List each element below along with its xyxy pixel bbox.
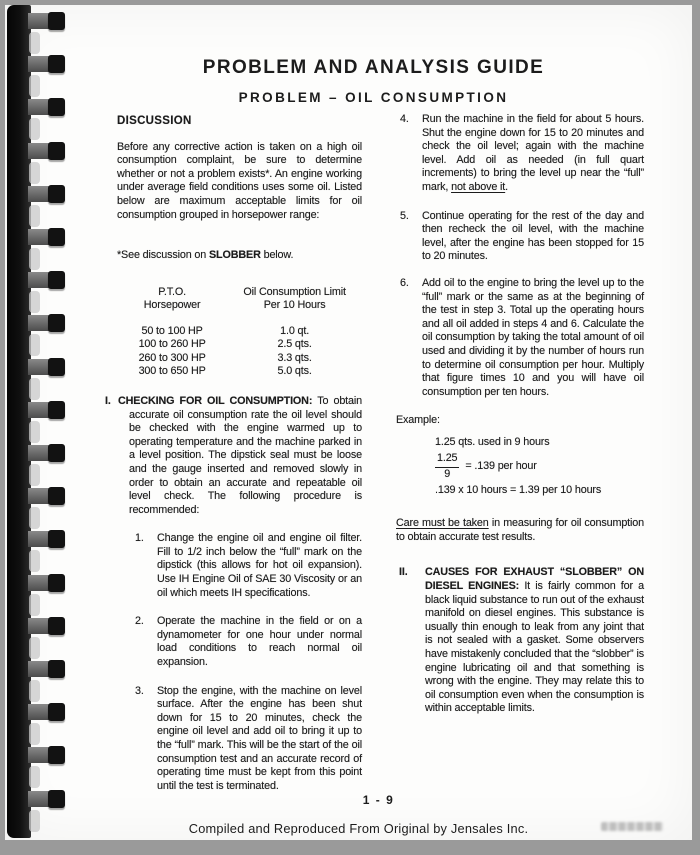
table-row-limit: 3.3 qts.	[277, 351, 312, 364]
tooth-cap	[48, 746, 65, 764]
binding-loop-highlight	[29, 637, 40, 659]
example-fraction-row	[435, 452, 644, 481]
right-column	[396, 113, 644, 716]
page-title: PROBLEM AND ANALYSIS GUIDE	[202, 57, 545, 78]
care-underlined: Care must be taken	[396, 517, 489, 530]
binding-loop-highlight	[29, 766, 40, 788]
binding-loop-highlight	[29, 550, 40, 572]
step-text: Change the engine oil and engine oil filter. Fill to 1/2 inch below the “full” mark on the dipstick (this allows for hot oil expansion). Use IH Engine Oil of SAE 30 Viscosity or an oil which meets IH specifications.	[157, 532, 362, 599]
table-row-hp: 50 to 100 HP	[141, 324, 203, 337]
step-text: Add oil to the engine to bring the level up to the “full” mark or the same as at the beginning of the test in step 3. Total up the operating hours and all oil added in steps 4 and 6. Calculate the oil consumption by taking the total amount of oil used and dividing it by the number of hours run to determine oil consumption per hour. Multiply that figure times 10 and you will have oil consumption per ten hours.	[422, 276, 644, 398]
table-col2-header	[227, 286, 362, 313]
tooth-cap	[48, 444, 65, 462]
step-6	[396, 277, 644, 399]
binding-loop-highlight	[29, 32, 40, 54]
faded-stamp	[601, 822, 663, 831]
binding-tooth	[28, 271, 66, 289]
step-2	[117, 615, 362, 669]
discussion-heading: DISCUSSION	[117, 115, 192, 127]
step-number: 5.	[400, 209, 409, 222]
step-number: 2.	[135, 615, 144, 628]
tooth-cap	[48, 271, 65, 289]
binding-loop-highlight	[29, 334, 40, 356]
step-4	[396, 113, 644, 195]
binding-tooth	[28, 487, 66, 505]
binding-loop-highlight	[29, 810, 40, 832]
binding-tooth	[28, 703, 66, 721]
footnote-pre: *See discussion on	[117, 249, 209, 262]
binding-tooth	[28, 12, 66, 30]
table-row-limit: 2.5 qts.	[277, 338, 312, 351]
binding-tooth	[28, 314, 66, 332]
binding-loop-highlight	[29, 291, 40, 313]
binding-tooth	[28, 790, 66, 808]
fraction-numerator: 1.25	[435, 452, 459, 468]
example-line1: 1.25 qts. used in 9 hours	[435, 435, 550, 448]
binding-tooth	[28, 228, 66, 246]
tooth-cap	[48, 314, 65, 332]
section-paragraph	[425, 566, 644, 716]
step-text: Stop the engine, with the machine on level surface. After the engine has been shut down for 15 to 20 minutes, check the engine oil level and add oil to bring it up to the “full” mark. This will be the start of the oil consumption test and an accurate record of operating time must be kept from this point until the test is terminated.	[157, 684, 362, 792]
tooth-cap	[48, 617, 65, 635]
binding-tooth	[28, 530, 66, 548]
binding-tooth	[28, 358, 66, 376]
tooth-cap	[48, 358, 65, 376]
section-body: It is fairly common for a black liquid substance to run out of the exhaust manifold on diesel engines. This substance is usually thin enough to leak from any joint that is not sealed with a gasket. Some observers have mistakenly concluded that the “slobber” is engine lubricating oil and that something is wrong with the engine. They may relate this to oil consumption even when the consumption is within acceptable limits.	[425, 580, 644, 715]
section-lead: CAUSES FOR EXHAUST “SLOBBER” ON DIESEL ENGINES:	[425, 566, 644, 593]
binding-comb	[0, 0, 70, 855]
step4-underlined: not above it	[451, 180, 506, 193]
section-checking-oil-consumption	[105, 394, 362, 517]
footnote-bold: SLOBBER	[208, 249, 261, 262]
tooth-cap	[48, 55, 65, 73]
binding-tooth	[28, 574, 66, 592]
step-number: 1.	[135, 532, 144, 545]
tooth-cap	[48, 660, 65, 678]
tooth-cap	[48, 12, 65, 30]
section-numeral: I.	[105, 394, 111, 407]
tooth-cap	[48, 703, 65, 721]
left-column	[105, 115, 362, 793]
step4-pre: Run the machine in the field for about 5 hours. Shut the engine down for 15 to 20 minutes and check the oil level; again with the machine level. Add oil as needed (in full quart increments) to bring the level up near the “full” mark,	[422, 113, 644, 193]
binding-loop-highlight	[29, 75, 40, 97]
col2-header-line1: Oil Consumption Limit	[243, 285, 346, 298]
discussion-paragraph: Before any corrective action is taken on a high oil consumption complaint, be sure to determine whether or not a problem exists*. An engine working under average field conditions uses some oil. Listed below are maximum acceptable limits for oil consumption grouped in horsepower range:	[117, 140, 362, 221]
section-numeral: II.	[399, 566, 408, 579]
binding-loop-highlight	[29, 248, 40, 270]
step-5	[396, 210, 644, 264]
binding-tooth	[28, 401, 66, 419]
tooth-cap	[48, 98, 65, 116]
binding-tooth	[28, 444, 66, 462]
binding-tooth	[28, 617, 66, 635]
binding-tooth	[28, 142, 66, 160]
binding-loop-highlight	[29, 205, 40, 227]
fraction-result: = .139 per hour	[465, 460, 537, 473]
col2-header-line2: Per 10 Hours	[263, 299, 326, 312]
care-note	[396, 517, 644, 544]
care-rest: in measuring for oil consumption to obtain accurate test results.	[396, 517, 644, 543]
tooth-cap	[48, 487, 65, 505]
tooth-cap	[48, 185, 65, 203]
col1-header-line2: Horsepower	[143, 299, 201, 312]
fraction	[435, 452, 459, 481]
step-number: 3.	[135, 684, 144, 697]
binding-tooth	[28, 55, 66, 73]
section-body: To obtain accurate oil consumption rate the oil level should be checked with the engine warmed up to operating temperature and the machine parked in a level position. The dipstick seal must be loose and the gauge inserted and removed slowly in order to obtain an accurate and repeatable oil level check. The following procedure is recommended:	[129, 394, 362, 516]
binding-loop-highlight	[29, 507, 40, 529]
footnote-post: below.	[260, 249, 294, 262]
step-text	[422, 113, 644, 195]
tooth-cap	[48, 574, 65, 592]
page-subtitle: PROBLEM – OIL CONSUMPTION	[238, 90, 509, 105]
fraction-denominator: 9	[444, 468, 451, 481]
binding-tooth	[28, 185, 66, 203]
tooth-cap	[48, 530, 65, 548]
table-row-limit: 5.0 qts.	[277, 365, 312, 378]
binding-tooth	[28, 746, 66, 764]
binding-loop-highlight	[29, 464, 40, 486]
step-1	[117, 532, 362, 600]
binding-loop-highlight	[29, 723, 40, 745]
table-row-hp: 300 to 650 HP	[138, 365, 206, 378]
table-row-hp: 260 to 300 HP	[138, 351, 206, 364]
page	[5, 5, 692, 840]
page-number: 1 - 9	[362, 793, 395, 807]
step-3	[117, 685, 362, 794]
binding-loop-highlight	[29, 594, 40, 616]
table-row-hp: 100 to 260 HP	[138, 338, 206, 351]
binding-loop-highlight	[29, 680, 40, 702]
section-lead: CHECKING FOR OIL CONSUMPTION:	[118, 394, 313, 407]
step-number: 4.	[400, 113, 409, 125]
example-line3: .139 x 10 hours = 1.39 per 10 hours	[435, 483, 602, 496]
binding-tooth	[28, 98, 66, 116]
tooth-cap	[48, 228, 65, 246]
binding-loop-highlight	[29, 378, 40, 400]
table-row-limit: 1.0 qt.	[280, 324, 310, 337]
attribution-line: Compiled and Reproduced From Original by Jensales Inc.	[188, 821, 529, 836]
section-paragraph	[118, 394, 362, 517]
step-number: 6.	[400, 276, 409, 289]
step-text: Continue operating for the rest of the day and then recheck the oil level, with the machine level, after the engine has been stopped for 15 to 20 minutes.	[422, 209, 644, 263]
section-exhaust-slobber	[396, 566, 644, 716]
tooth-cap	[48, 142, 65, 160]
table-col1-header	[117, 286, 227, 313]
binding-loop-highlight	[29, 118, 40, 140]
oil-limit-table	[117, 286, 362, 379]
step-text: Operate the machine in the field or on a dynamometer for one hour under normal load conditions to reach normal oil expansion.	[157, 615, 362, 669]
example-label: Example:	[396, 414, 440, 427]
step4-post: .	[505, 180, 508, 193]
slobber-footnote	[117, 249, 362, 263]
tooth-cap	[48, 790, 65, 808]
tooth-cap	[48, 401, 65, 419]
binding-loop-highlight	[29, 421, 40, 443]
binding-loop-highlight	[29, 162, 40, 184]
example-block	[396, 436, 644, 497]
col1-header-line1: P.T.O.	[158, 285, 186, 298]
binding-tooth	[28, 660, 66, 678]
